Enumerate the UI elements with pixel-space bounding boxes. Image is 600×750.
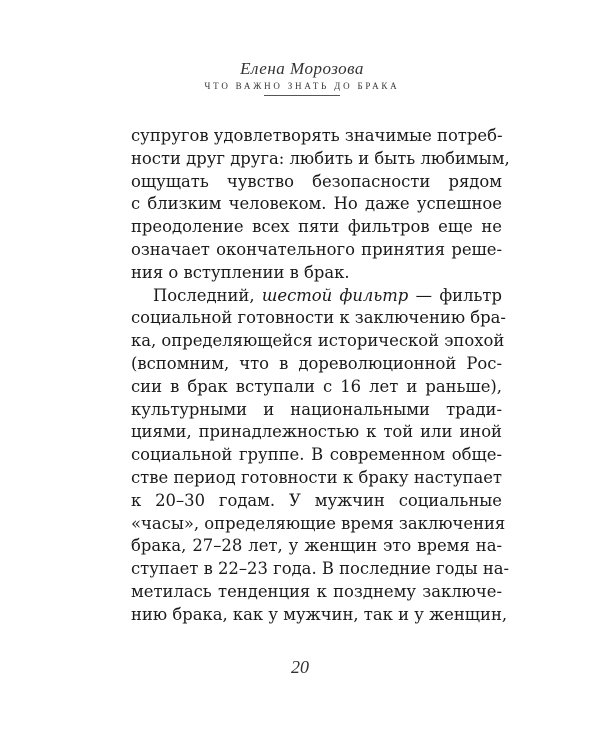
text-line: циями, принадлежностью к той или иной <box>131 422 502 442</box>
text-fragment: — фильтр <box>415 285 502 305</box>
author-name: Елена Морозова <box>240 59 364 78</box>
text-line: ощущать чувство безопасности рядом <box>131 171 502 191</box>
text-line: означает окончательного принятия реше- <box>131 239 502 259</box>
text-line: ния о вступлении в брак. <box>131 262 350 282</box>
text-line: к 20–30 годам. У мужчин социальные <box>131 490 502 510</box>
emphasis-term: шестой фильтр <box>261 285 409 305</box>
text-line: ности друг друга: любить и быть любимым, <box>131 148 510 168</box>
paragraph-first-line <box>131 285 502 308</box>
body-text <box>131 125 510 627</box>
text-line: метилась тенденция к позднему заключе- <box>131 581 502 601</box>
running-header <box>0 58 600 96</box>
text-fragment: Последний, <box>153 285 255 305</box>
text-line: культурными и национальными тради- <box>131 399 502 419</box>
text-line: ступает в 22–23 года. В последние годы на- <box>131 559 510 579</box>
text-line: «часы», определяющие время заключения <box>131 513 506 533</box>
text-line: преодоление всех пяти фильтров еще не <box>131 217 502 237</box>
header-divider <box>264 95 340 96</box>
page-number: 20 <box>291 657 309 677</box>
text-line: стве период готовности к браку наступает <box>131 467 502 487</box>
text-line: социальной группе. В современном обще- <box>131 445 502 465</box>
text-line: социальной готовности к заключению бра- <box>131 308 506 328</box>
text-line: супругов удовлетворять значимые потреб- <box>131 126 503 145</box>
text-line: брака, 27–28 лет, у женщин это время на- <box>131 536 502 556</box>
text-line: (вспомним, что в дореволюционной Рос- <box>131 353 502 373</box>
text-line: сии в брак вступали с 16 лет и раньше), <box>131 376 502 396</box>
book-title: ЧТО ВАЖНО ЗНАТЬ ДО БРАКА <box>204 81 400 91</box>
text-line: нию брака, как у мужчин, так и у женщин, <box>131 604 508 624</box>
text-line: ка, определяющейся исторической эпохой <box>131 331 505 351</box>
text-line: с близким человеком. Но даже успешное <box>131 194 502 214</box>
